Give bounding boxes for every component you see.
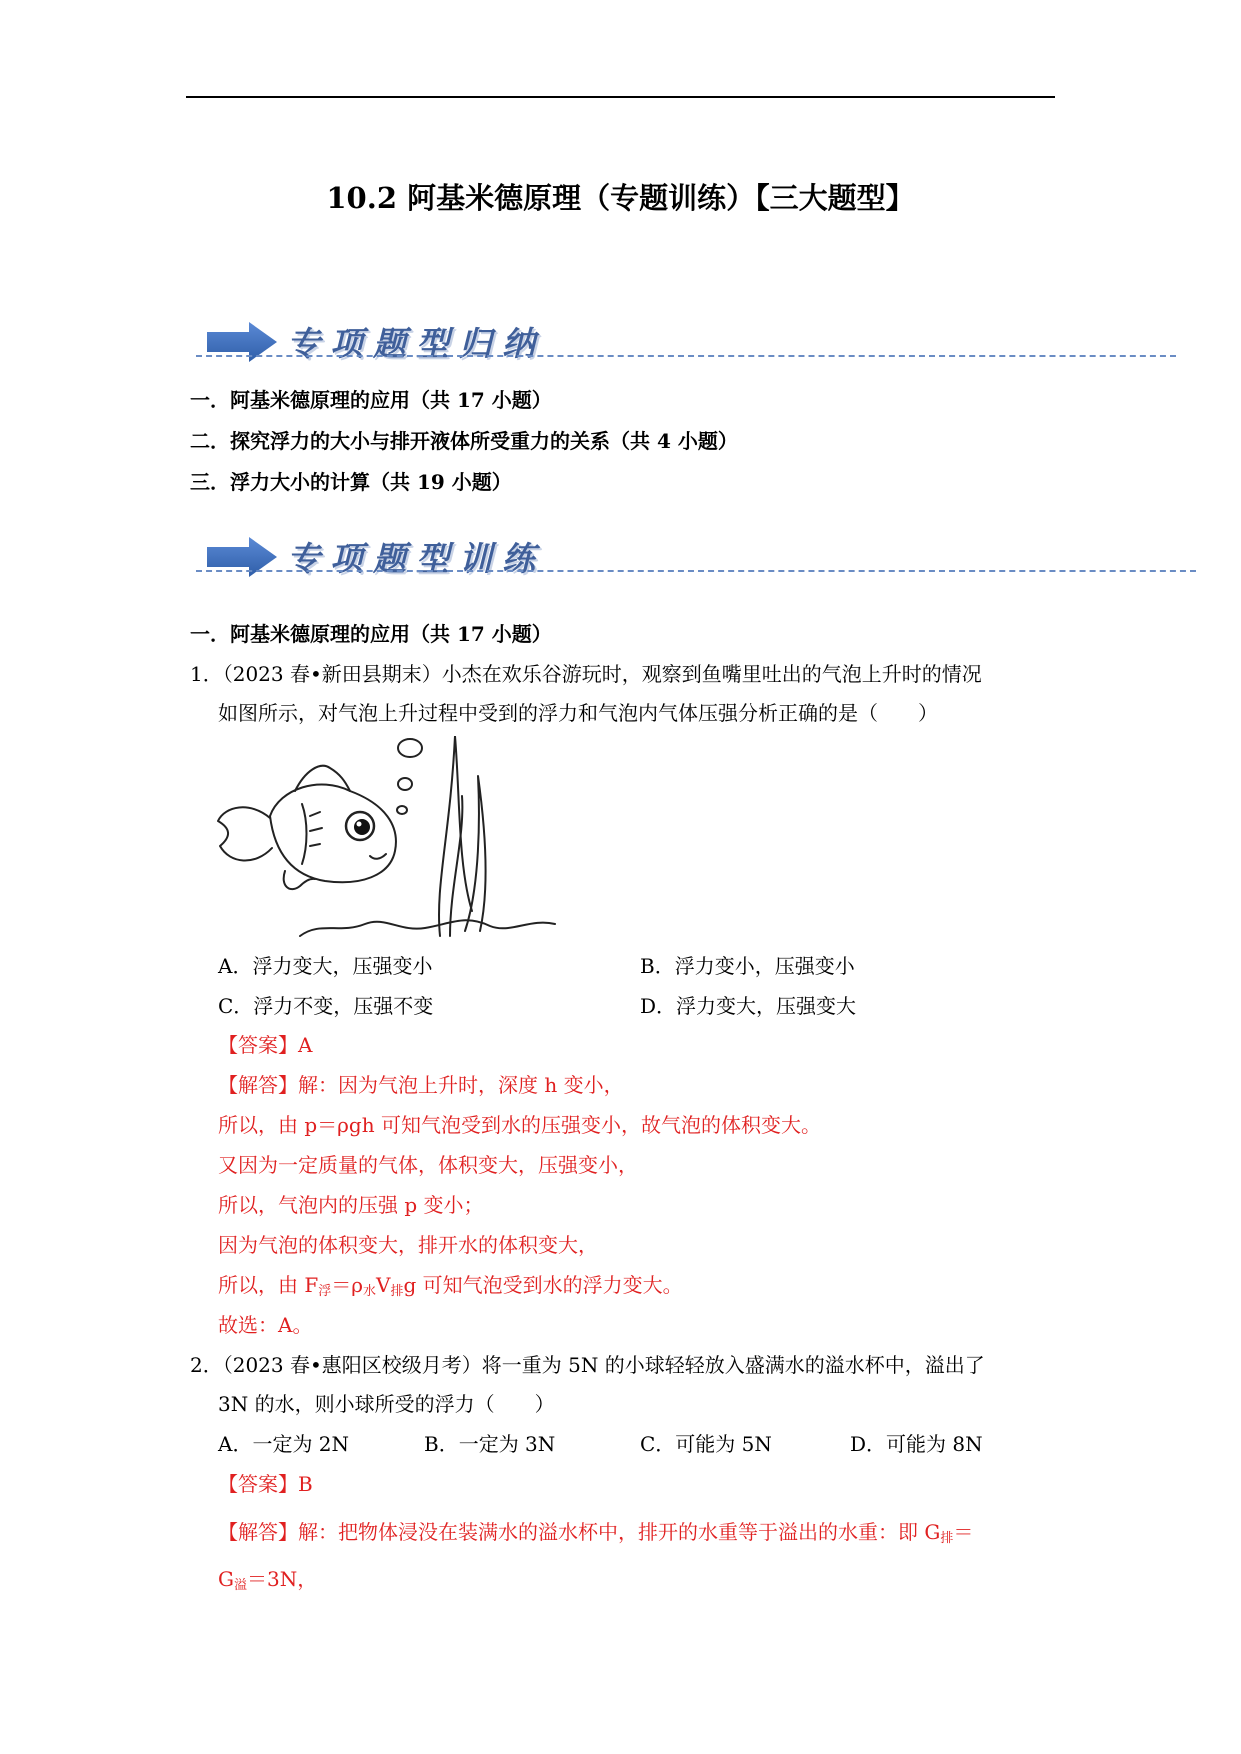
- toc-item-3[interactable]: 三．浮力大小的计算（共 19 小题）: [190, 470, 512, 494]
- q1-option-b[interactable]: B．浮力变小，压强变小: [640, 954, 855, 978]
- answer-value: A: [298, 1033, 313, 1057]
- q1-option-c[interactable]: C．浮力不变，压强不变: [218, 994, 434, 1018]
- explain-text: ＝3N，: [247, 1567, 318, 1591]
- fish-bubbles-figure: [210, 736, 580, 946]
- subscript: 浮: [318, 1284, 332, 1299]
- bubble-icon: [398, 739, 422, 757]
- page-title: 10.2 阿基米德原理（专题训练）【三大题型】: [326, 181, 915, 215]
- q1-explain-line5: 因为气泡的体积变大，排开水的体积变大，: [218, 1233, 598, 1257]
- q2-explain-line1: [218, 1519, 973, 1552]
- explain-text: G: [218, 1567, 234, 1591]
- q1-stem-line1: 1．（2023 春•新田县期末）小杰在欢乐谷游玩时，观察到鱼嘴里吐出的气泡上升时的情况: [190, 662, 982, 686]
- q2-option-b[interactable]: B．一定为 3N: [424, 1432, 556, 1456]
- q2-option-a[interactable]: A．一定为 2N: [218, 1432, 350, 1456]
- header-rule: [186, 96, 1055, 98]
- q2-explain-line2: [218, 1566, 317, 1599]
- answer-label: 【答案】: [218, 1472, 298, 1496]
- q1-explain-line7: 故选：A。: [218, 1313, 313, 1337]
- explain-text: 解：把物体浸没在装满水的溢水杯中，排开的水重等于溢出的水重：即 G: [298, 1520, 941, 1544]
- q1-explain-line4: 所以，气泡内的压强 p 变小；: [218, 1193, 484, 1217]
- bubble-icon: [397, 806, 407, 814]
- subscript: 水: [363, 1284, 377, 1299]
- explain-text: ＝ρ: [331, 1273, 364, 1297]
- explain-text: 所以，由 F: [218, 1273, 319, 1297]
- q1-explain-line1: [218, 1072, 624, 1098]
- q1-explain-line6: [218, 1272, 683, 1305]
- explain-text: ＝: [953, 1520, 974, 1544]
- q2-option-c[interactable]: C．可能为 5N: [640, 1432, 772, 1456]
- subscript: 排: [390, 1284, 404, 1299]
- toc-item-1[interactable]: 一．阿基米德原理的应用（共 17 小题）: [190, 388, 552, 412]
- banner-title-summary: 专项题型归纳: [287, 324, 545, 363]
- toc-item-2[interactable]: 二．探究浮力的大小与排开液体所受重力的关系（共 4 小题）: [190, 429, 738, 453]
- section-banner-training: [195, 527, 1195, 587]
- explain-text: 解：因为气泡上升时，深度 h 变小，: [298, 1073, 624, 1097]
- section-heading: 一．阿基米德原理的应用（共 17 小题）: [190, 622, 552, 646]
- q2-stem-line2: 3N 的水，则小球所受的浮力（ ）: [218, 1392, 555, 1416]
- explain-text: V: [376, 1273, 391, 1297]
- q1-option-d[interactable]: D．浮力变大，压强变大: [640, 994, 857, 1018]
- q1-stem-line2: 如图所示，对气泡上升过程中受到的浮力和气泡内气体压强分析正确的是（ ）: [218, 701, 938, 725]
- banner-divider: [196, 355, 1176, 357]
- subscript: 溢: [233, 1578, 247, 1593]
- answer-value: B: [298, 1472, 313, 1496]
- subscript: 排: [940, 1531, 954, 1546]
- explain-label: 【解答】: [218, 1073, 298, 1097]
- q2-answer: [218, 1471, 313, 1497]
- section-banner-summary: [195, 312, 1195, 372]
- q1-explain-line3: 又因为一定质量的气体，体积变大，压强变小，: [218, 1153, 638, 1177]
- q1-answer: [218, 1032, 312, 1058]
- q1-explain-line2: 所以，由 p＝ρgh 可知气泡受到水的压强变小，故气泡的体积变大。: [218, 1113, 821, 1137]
- q2-option-d[interactable]: D．可能为 8N: [850, 1432, 983, 1456]
- q1-option-a[interactable]: A．浮力变大，压强变小: [218, 954, 433, 978]
- banner-divider: [196, 570, 1196, 572]
- banner-title-training: 专项题型训练: [287, 539, 545, 578]
- bubble-icon: [398, 778, 412, 790]
- q2-stem-line1: 2．（2023 春•惠阳区校级月考）将一重为 5N 的小球轻轻放入盛满水的溢水杯中，溢出了: [190, 1353, 985, 1377]
- explain-text: g 可知气泡受到水的浮力变大。: [403, 1273, 683, 1297]
- explain-label: 【解答】: [218, 1520, 298, 1544]
- answer-label: 【答案】: [218, 1033, 298, 1057]
